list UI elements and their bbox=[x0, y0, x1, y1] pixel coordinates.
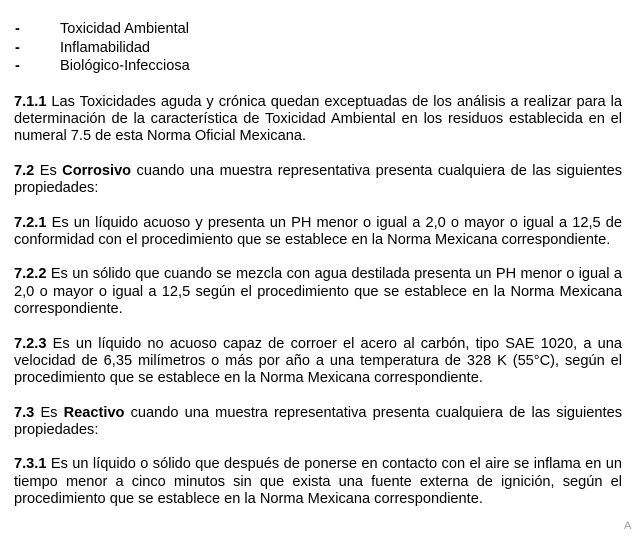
list-item-text: Inflamabilidad bbox=[60, 39, 151, 56]
list-dash: - bbox=[15, 21, 20, 37]
list-item bbox=[14, 20, 622, 39]
paragraph-7-3-1 bbox=[14, 456, 622, 508]
cropped-edge-glyph: A bbox=[624, 520, 632, 532]
paragraph-text: Es bbox=[34, 404, 64, 421]
defined-term: Reactivo bbox=[63, 404, 125, 421]
section-number: 7.2.3 bbox=[14, 335, 47, 352]
list-item bbox=[14, 57, 622, 76]
section-number: 7.2 bbox=[14, 162, 35, 179]
section-number: 7.2.2 bbox=[14, 266, 47, 283]
section-number: 7.3 bbox=[14, 404, 35, 421]
list-dash: - bbox=[15, 58, 20, 75]
paragraph-text: cuando una muestra representativa presenta cualquiera de las siguientes propiedades: bbox=[14, 404, 623, 438]
paragraph-7-2-1 bbox=[14, 215, 622, 250]
paragraph-text: cuando una muestra representativa presenta cualquiera de las siguientes propiedades: bbox=[14, 162, 623, 197]
paragraph-7-2 bbox=[14, 163, 622, 198]
section-number: 7.2.1 bbox=[14, 214, 47, 231]
section-number: 7.1.1 bbox=[14, 93, 47, 110]
list-item bbox=[14, 39, 622, 58]
document-page bbox=[14, 20, 622, 525]
paragraph-7-2-3 bbox=[14, 336, 622, 388]
defined-term: Corrosivo bbox=[62, 162, 132, 179]
list-item-text: Toxicidad Ambiental bbox=[60, 21, 189, 37]
section-number: 7.3.1 bbox=[14, 456, 47, 473]
paragraph-text: Las Toxicidades aguda y crónica quedan exceptuadas de los análisis a realizar para la determinación de la característica de Toxicidad Ambiental en los residuos establecida en el numeral 7.5 de esta Norma Oficial Mexicana. bbox=[14, 93, 622, 145]
paragraph-text: Es bbox=[34, 162, 63, 179]
paragraph-text: Es un líquido o sólido que después de ponerse en contacto con el aire se inflama en un tiempo menor a cinco minutos sin que exista una fuente externa de ignición, según el procedimiento que se establece en la Norma Mexicana correspondiente. bbox=[14, 456, 622, 507]
paragraph-7-2-2 bbox=[14, 266, 622, 318]
list-dash: - bbox=[15, 39, 20, 56]
hazard-list bbox=[14, 20, 622, 76]
paragraph-text: Es un sólido que cuando se mezcla con agua destilada presenta un PH menor o igual a 2,0 o mayor o igual a 12,5 según el procedimiento que se establece en la Norma Mexicana correspondiente. bbox=[14, 266, 622, 318]
paragraph-text: Es un líquido acuoso y presenta un PH menor o igual a 2,0 o mayor o igual a 12,5 de conformidad con el procedimiento que se establece en la Norma Mexicana correspondiente. bbox=[14, 214, 622, 248]
paragraph-7-3 bbox=[14, 405, 622, 440]
paragraph-text: Es un líquido no acuoso capaz de corroer el acero al carbón, tipo SAE 1020, a una velocidad de 6,35 milímetros o más por año a una temperatura de 328 K (55°C), según el procedimiento que se establece en la Norma Mexicana correspondiente. bbox=[14, 335, 622, 387]
paragraph-7-1-1 bbox=[14, 94, 622, 146]
list-item-text: Biológico-Infecciosa bbox=[60, 58, 190, 75]
